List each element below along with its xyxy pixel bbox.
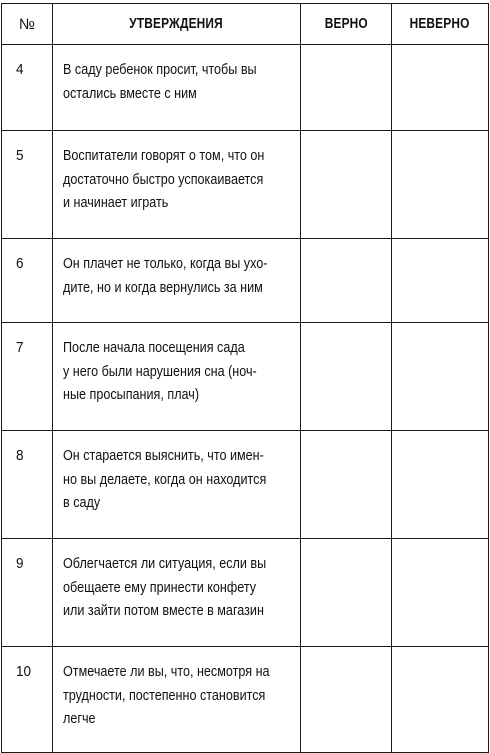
table-row xyxy=(2,539,489,647)
statement-cell xyxy=(53,45,301,131)
table-row xyxy=(2,431,489,539)
false-answer-cell[interactable] xyxy=(392,431,489,539)
row-number: 4 xyxy=(16,61,24,78)
row-number-cell xyxy=(2,323,53,431)
true-answer-cell[interactable] xyxy=(301,131,392,239)
statements-table xyxy=(1,3,489,753)
row-number-cell xyxy=(2,239,53,323)
table-header-row xyxy=(2,4,489,45)
header-true xyxy=(301,4,392,45)
statement-line: Воспитатели говорят о том, что он xyxy=(63,147,265,164)
row-number: 5 xyxy=(16,147,24,164)
statement-cell xyxy=(53,647,301,753)
false-answer-cell[interactable] xyxy=(392,539,489,647)
row-number-cell xyxy=(2,539,53,647)
statement-line: Он старается выяснить, что имен- xyxy=(63,447,264,464)
false-answer-cell[interactable] xyxy=(392,45,489,131)
statement-line: у него были нарушения сна (ноч- xyxy=(63,362,257,380)
true-answer-cell[interactable] xyxy=(301,239,392,323)
table-row xyxy=(2,239,489,323)
true-answer-cell[interactable] xyxy=(301,647,392,753)
table-row xyxy=(2,131,489,239)
statement-line: и начинает играть xyxy=(63,194,169,211)
table-row xyxy=(2,45,489,131)
row-number: 10 xyxy=(16,663,32,680)
statement-line: ные просыпания, плач) xyxy=(63,386,200,403)
table-row xyxy=(2,323,489,431)
statement-cell xyxy=(53,539,301,647)
true-answer-cell[interactable] xyxy=(301,539,392,647)
statement-cell xyxy=(53,239,301,323)
statement-cell xyxy=(53,431,301,539)
statement-line: Облегчается ли ситуация, если вы xyxy=(63,555,267,572)
row-number-cell xyxy=(2,431,53,539)
statement-line: остались вместе с ним xyxy=(63,84,197,102)
row-number: 7 xyxy=(16,339,24,356)
row-number-cell xyxy=(2,45,53,131)
statement-line: Отмечаете ли вы, что, несмотря на xyxy=(63,663,270,680)
row-number-cell xyxy=(2,647,53,753)
statement-line: В саду ребенок просит, чтобы вы xyxy=(63,61,257,78)
header-false xyxy=(392,4,489,45)
false-answer-cell[interactable] xyxy=(392,239,489,323)
statement-line: или зайти потом вместе в магазин xyxy=(63,602,264,619)
statement-line: трудности, постепенно становится xyxy=(63,686,266,704)
statement-line: Он плачет не только, когда вы ухо- xyxy=(63,255,268,272)
false-answer-cell[interactable] xyxy=(392,131,489,239)
statement-cell xyxy=(53,131,301,239)
row-number: 9 xyxy=(16,555,24,572)
statement-line: достаточно быстро успокаивается xyxy=(63,170,264,188)
statement-line: в саду xyxy=(63,494,101,511)
header-number-label: № xyxy=(18,15,36,33)
header-true-label: ВЕРНО xyxy=(324,16,368,32)
statement-line: дите, но и когда вернулись за ним xyxy=(63,278,263,296)
true-answer-cell[interactable] xyxy=(301,323,392,431)
statement-line: легче xyxy=(63,710,96,727)
statement-line: но вы делаете, когда он находится xyxy=(63,470,267,488)
false-answer-cell[interactable] xyxy=(392,647,489,753)
statement-cell xyxy=(53,323,301,431)
header-number xyxy=(2,4,53,45)
statement-line: обещаете ему принести конфету xyxy=(63,578,257,596)
row-number: 8 xyxy=(16,447,24,464)
header-statements-label: УТВЕРЖДЕНИЯ xyxy=(129,16,224,32)
table-row xyxy=(2,647,489,753)
statement-line: После начала посещения сада xyxy=(63,339,245,356)
true-answer-cell[interactable] xyxy=(301,431,392,539)
true-answer-cell[interactable] xyxy=(301,45,392,131)
header-false-label: НЕВЕРНО xyxy=(410,16,470,32)
false-answer-cell[interactable] xyxy=(392,323,489,431)
row-number: 6 xyxy=(16,255,24,272)
row-number-cell xyxy=(2,131,53,239)
header-statements xyxy=(53,4,301,45)
